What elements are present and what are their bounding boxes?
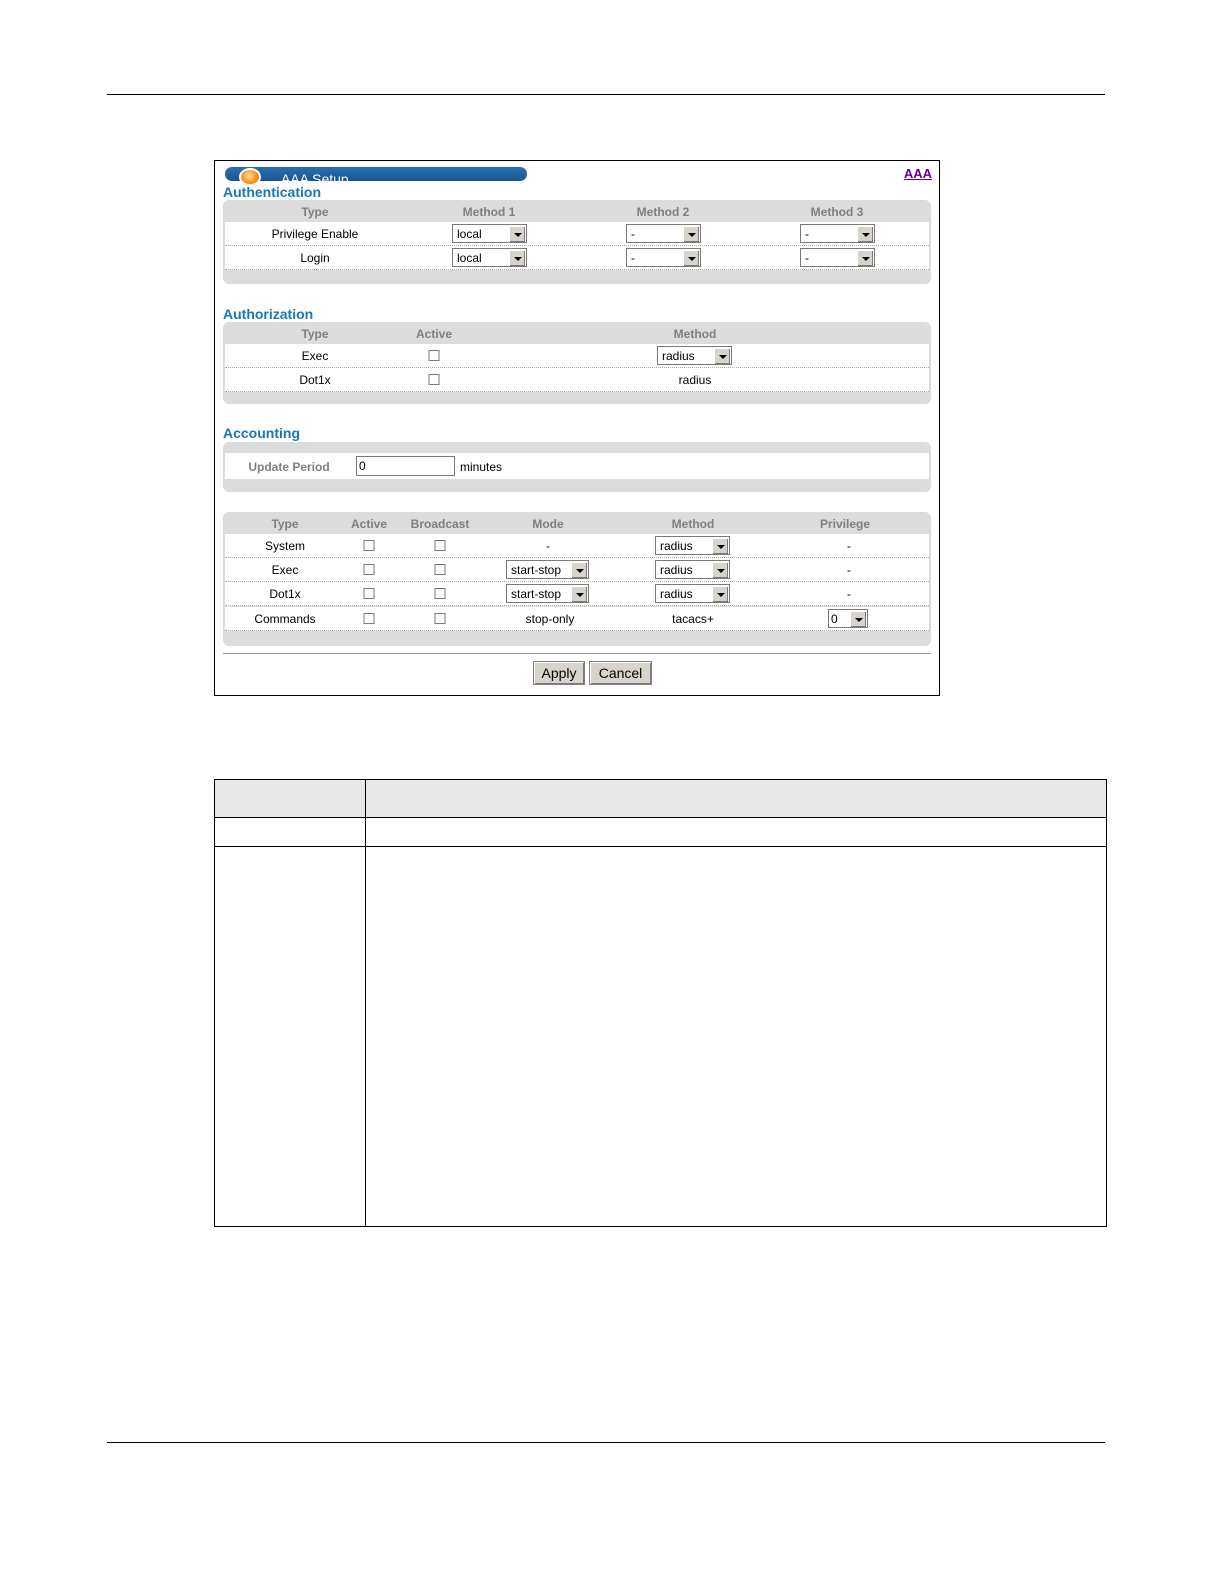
- privilege-value: -: [847, 563, 851, 577]
- method2-select[interactable]: -: [626, 248, 701, 267]
- divider: [223, 653, 931, 654]
- authorization-heading: Authorization: [223, 306, 314, 322]
- method-select[interactable]: radius: [655, 560, 730, 579]
- table-header-row: [215, 780, 1106, 818]
- accounting-table: [223, 512, 931, 646]
- col-header-method3: Method 3: [810, 205, 864, 219]
- update-period-unit: minutes: [460, 460, 503, 474]
- chevron-down-icon: [571, 562, 587, 578]
- chevron-down-icon: [509, 226, 525, 242]
- method1-select[interactable]: local: [452, 224, 527, 243]
- col-header-method: Method: [673, 327, 717, 341]
- active-checkbox[interactable]: [429, 374, 440, 385]
- table-row: [225, 368, 929, 392]
- col-header-type: Type: [301, 327, 329, 341]
- method2-select[interactable]: -: [626, 224, 701, 243]
- col-header-active: Active: [415, 327, 453, 341]
- col-header-type: Type: [301, 205, 329, 219]
- method1-select[interactable]: local: [452, 248, 527, 267]
- mode-value: -: [546, 539, 550, 553]
- mode-select[interactable]: start-stop: [506, 560, 589, 579]
- table-row: [225, 582, 929, 606]
- chevron-down-icon: [850, 611, 866, 627]
- header-rule: [107, 94, 1105, 95]
- type-label: Login: [300, 251, 330, 265]
- table-row: [225, 246, 929, 270]
- type-label: System: [264, 539, 306, 553]
- chevron-down-icon: [683, 250, 699, 266]
- chevron-down-icon: [714, 348, 730, 364]
- broadcast-checkbox[interactable]: [435, 588, 446, 599]
- chevron-down-icon: [712, 586, 728, 602]
- col-header-type: Type: [271, 517, 299, 531]
- column-divider: [365, 780, 366, 1226]
- update-period-box: [223, 442, 931, 492]
- apply-button[interactable]: Apply: [533, 661, 585, 685]
- active-checkbox[interactable]: [364, 564, 375, 575]
- chevron-down-icon: [571, 586, 587, 602]
- table-row: [225, 222, 929, 246]
- method-select[interactable]: radius: [657, 346, 732, 365]
- col-header-method2: Method 2: [636, 205, 690, 219]
- method-value: radius: [678, 373, 712, 387]
- method-select[interactable]: radius: [655, 584, 730, 603]
- table-row: [225, 607, 929, 631]
- active-checkbox[interactable]: [364, 588, 375, 599]
- title-bar: [225, 167, 527, 187]
- broadcast-checkbox[interactable]: [435, 613, 446, 624]
- type-label: Commands: [254, 612, 316, 626]
- type-label: Dot1x: [269, 587, 301, 601]
- privilege-value: -: [847, 539, 851, 553]
- broadcast-checkbox[interactable]: [435, 564, 446, 575]
- cancel-button[interactable]: Cancel: [589, 661, 652, 685]
- chevron-down-icon: [857, 250, 873, 266]
- authorization-table: [223, 322, 931, 404]
- method3-select[interactable]: -: [800, 248, 875, 267]
- col-header-mode: Mode: [532, 517, 564, 531]
- col-header-method: Method: [671, 517, 715, 531]
- method-value: tacacs+: [672, 612, 714, 626]
- type-label: Exec: [301, 349, 329, 363]
- privilege-select[interactable]: 0: [828, 609, 868, 628]
- aaa-link[interactable]: AAA: [903, 166, 932, 181]
- mode-select[interactable]: start-stop: [506, 584, 589, 603]
- type-label: Dot1x: [299, 373, 331, 387]
- table-row: [225, 558, 929, 582]
- footer-rule: [107, 1442, 1105, 1443]
- type-label: Exec: [271, 563, 299, 577]
- page-title: AAA Setup: [281, 171, 349, 187]
- method-select[interactable]: radius: [655, 536, 730, 555]
- chevron-down-icon: [712, 562, 728, 578]
- table-row: [215, 817, 1106, 847]
- mode-value: stop-only: [525, 612, 575, 626]
- active-checkbox[interactable]: [364, 613, 375, 624]
- privilege-value: -: [847, 587, 851, 601]
- chevron-down-icon: [857, 226, 873, 242]
- chevron-down-icon: [509, 250, 525, 266]
- method3-select[interactable]: -: [800, 224, 875, 243]
- update-period-row: [225, 453, 929, 479]
- table-row: [225, 344, 929, 368]
- col-header-method1: Method 1: [462, 205, 516, 219]
- active-checkbox[interactable]: [429, 350, 440, 361]
- aaa-setup-panel: [214, 160, 940, 696]
- col-header-privilege: Privilege: [819, 517, 871, 531]
- description-table: [214, 779, 1107, 1227]
- table-row: [225, 534, 929, 558]
- chevron-down-icon: [683, 226, 699, 242]
- chevron-down-icon: [712, 538, 728, 554]
- authentication-heading: Authentication: [223, 184, 321, 200]
- col-header-active: Active: [350, 517, 388, 531]
- accounting-heading: Accounting: [223, 425, 300, 441]
- col-header-broadcast: Broadcast: [410, 517, 470, 531]
- broadcast-checkbox[interactable]: [435, 540, 446, 551]
- authentication-table: [223, 200, 931, 284]
- active-checkbox[interactable]: [364, 540, 375, 551]
- update-period-label: Update Period: [248, 460, 330, 474]
- type-label: Privilege Enable: [271, 227, 359, 241]
- update-period-input[interactable]: 0: [356, 456, 455, 476]
